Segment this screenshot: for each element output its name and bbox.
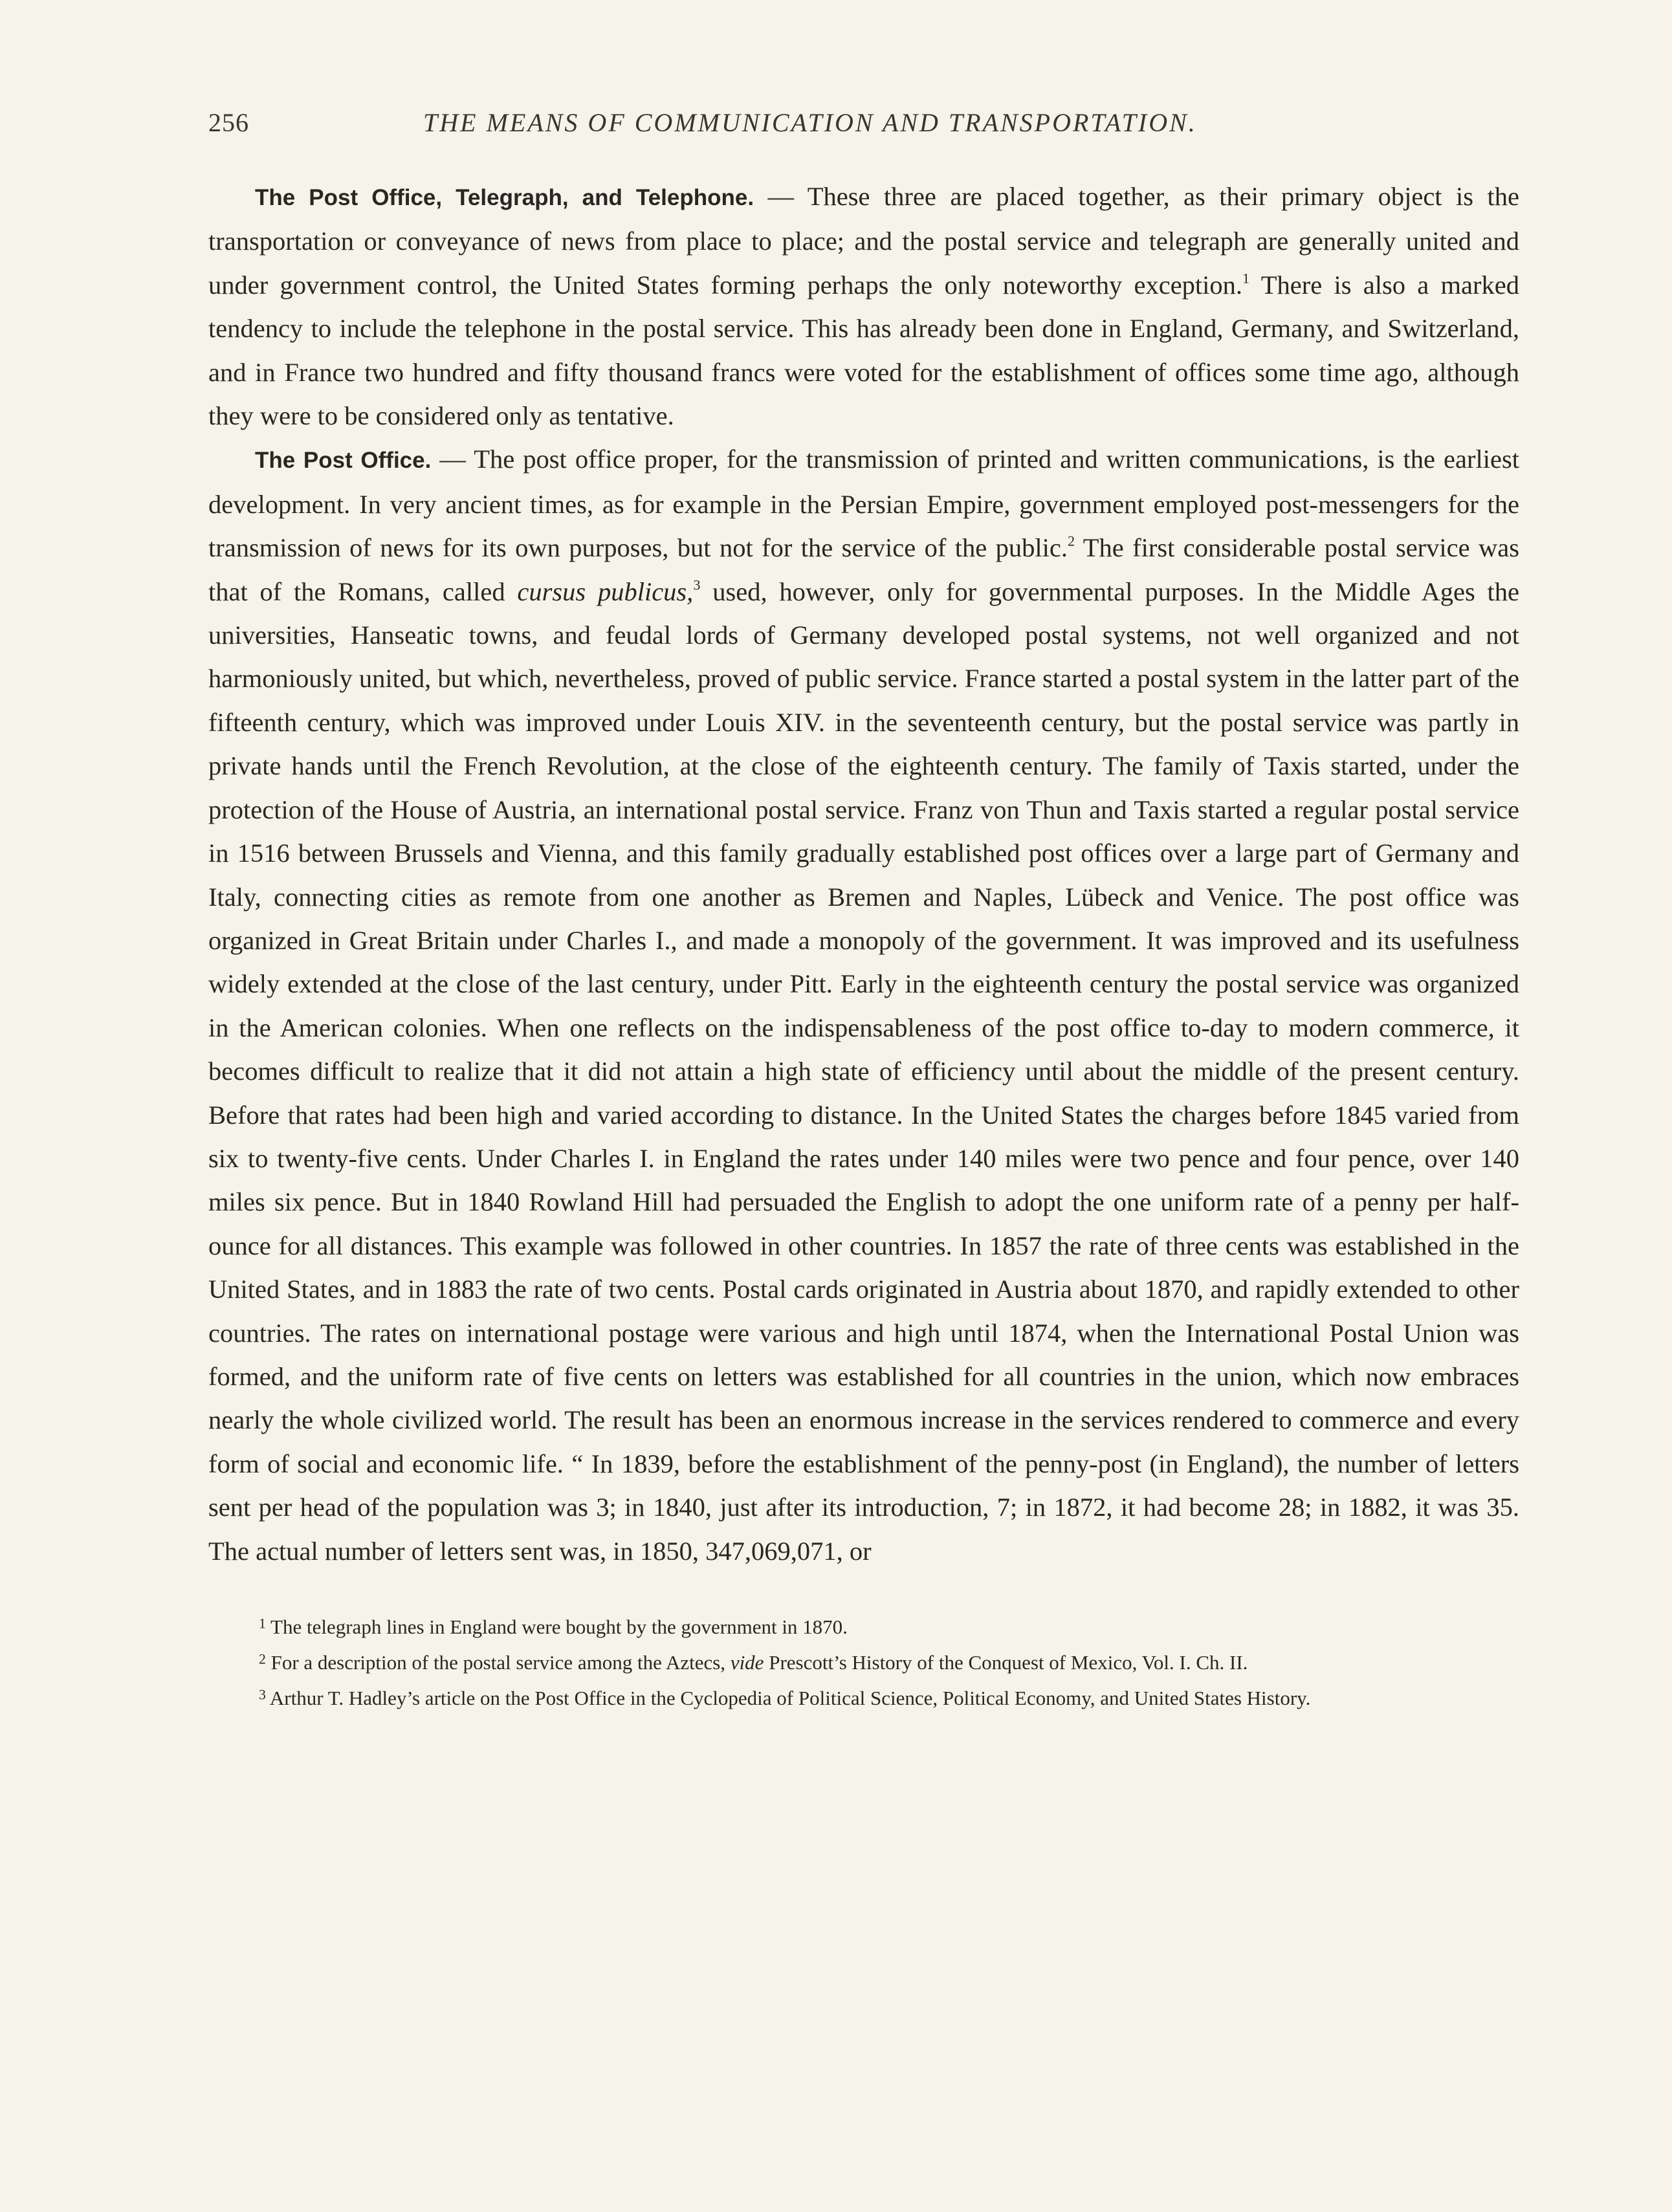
paragraph-post-office bbox=[208, 437, 1519, 1573]
footnote-2 bbox=[208, 1645, 1519, 1680]
footnotes bbox=[208, 1609, 1519, 1716]
paragraph-text: The first considerable postal service was that of the Romans, called bbox=[208, 533, 1519, 606]
heading-dash: — bbox=[754, 182, 808, 211]
paragraph-text: These three are placed together, as their primary object is the transportation or conveyance of news from place to place; and the postal service and telegraph are generally united and under government control, the United States forming perhaps the only noteworthy exception. bbox=[208, 182, 1519, 300]
footnote-text: For a description of the postal service among the Aztecs, bbox=[270, 1651, 731, 1674]
footnote-mark: 2 bbox=[259, 1651, 266, 1667]
footnote-text: Arthur T. Hadley’s article on the Post Office in the Cyclopedia of Political Science, Political Economy, and United States History. bbox=[269, 1687, 1311, 1709]
italic-term: cursus publicus, bbox=[517, 576, 694, 606]
running-head bbox=[208, 97, 1519, 149]
paragraph-post-telegraph-telephone bbox=[208, 175, 1519, 437]
footnote-3 bbox=[208, 1680, 1519, 1716]
paragraph-text: There is also a marked tendency to include the telephone in the postal service. This has already been done in England, Germany, and Switzerland, and in France two hundred and fifty thousand francs were voted for the establishment of offices some time ago, although they were to be considered only as tentative. bbox=[208, 270, 1519, 431]
footnote-ref-2: 2 bbox=[1067, 532, 1075, 549]
heading-dash: — bbox=[431, 444, 474, 474]
book-page bbox=[208, 97, 1519, 1716]
footnote-ref-3: 3 bbox=[693, 576, 701, 593]
body-text bbox=[208, 175, 1519, 1573]
footnote-mark: 3 bbox=[259, 1687, 266, 1703]
paragraph-heading: The Post Office, Telegraph, and Telephone. bbox=[255, 185, 754, 210]
footnote-1 bbox=[208, 1609, 1519, 1645]
paragraph-text: The post office proper, for the transmission of printed and written communications, is the earliest development. In very ancient times, as for example in the Persian Empire, government employed post-messengers for the transmission of news for its own purposes, but not for the service of the public. bbox=[208, 444, 1519, 563]
footnote-ref-1: 1 bbox=[1242, 270, 1250, 287]
page-number: 256 bbox=[208, 108, 249, 137]
paragraph-text: used, however, only for governmental purposes. In the Middle Ages the universities, Hanseatic towns, and feudal lords of Germany developed postal systems, not well organized and not harmoniously united, but which, nevertheless, proved of public service. France started a postal system in the latter part of the fifteenth century, which was improved under Louis XIV. in the seventeenth century, but the postal service was partly in private hands until the French Revolution, at the close of the eighteenth century. The family of Taxis started, under the protection of the House of Austria, an international postal service. Franz von Thun and Taxis started a regular postal service in 1516 between Brussels and Vienna, and this family gradually established post offices over a large part of Germany and Italy, connecting cities as remote from one another as Bremen and Naples, Lübeck and Venice. The post office was organized in Great Britain under Charles I., and made a monopoly of the government. It was improved and its usefulness widely extended at the close of the last century, under Pitt. Early in the eighteenth century the postal service was organized in the American colonies. When one reflects on the indispensableness of the post office to-day to modern commerce, it becomes difficult to realize that it did not attain a high state of efficiency until about the middle of the present century. Before that rates had been high and varied according to distance. In the United States the charges before 1845 varied from six to twenty-five cents. Under Charles I. in England the rates under 140 miles were two pence and four pence, over 140 miles six pence. But in 1840 Rowland Hill had persuaded the English to adopt the one uniform rate of a penny per half-ounce for all distances. This example was followed in other countries. In 1857 the rate of three cents was established in the United States, and in 1883 the rate of two cents. Postal cards originated in Austria about 1870, and rapidly extended to other countries. The rates on international postage were various and high until 1874, when the International Postal Union was formed, and the uniform rate of five cents on letters was established for all countries in the union, which now embraces nearly the whole civilized world. The result has been an enormous increase in the services rendered to commerce and every form of social and economic life. “ In 1839, before the establishment of the penny-post (in England), the number of letters sent per head of the population was 3; in 1840, just after its introduction, 7; in 1872, it had become 28; in 1882, it was 35. The actual number of letters sent was, in 1850, 347,069,071, or bbox=[208, 576, 1519, 1566]
running-title: THE MEANS OF COMMUNICATION AND TRANSPORTATION. bbox=[423, 108, 1197, 137]
footnote-italic: vide bbox=[730, 1651, 764, 1674]
paragraph-heading: The Post Office. bbox=[255, 448, 432, 474]
footnote-mark: 1 bbox=[259, 1615, 266, 1632]
footnote-text: The telegraph lines in England were bought by the government in 1870. bbox=[270, 1615, 848, 1638]
footnote-text: Prescott’s History of the Conquest of Mexico, Vol. I. Ch. II. bbox=[764, 1651, 1248, 1674]
